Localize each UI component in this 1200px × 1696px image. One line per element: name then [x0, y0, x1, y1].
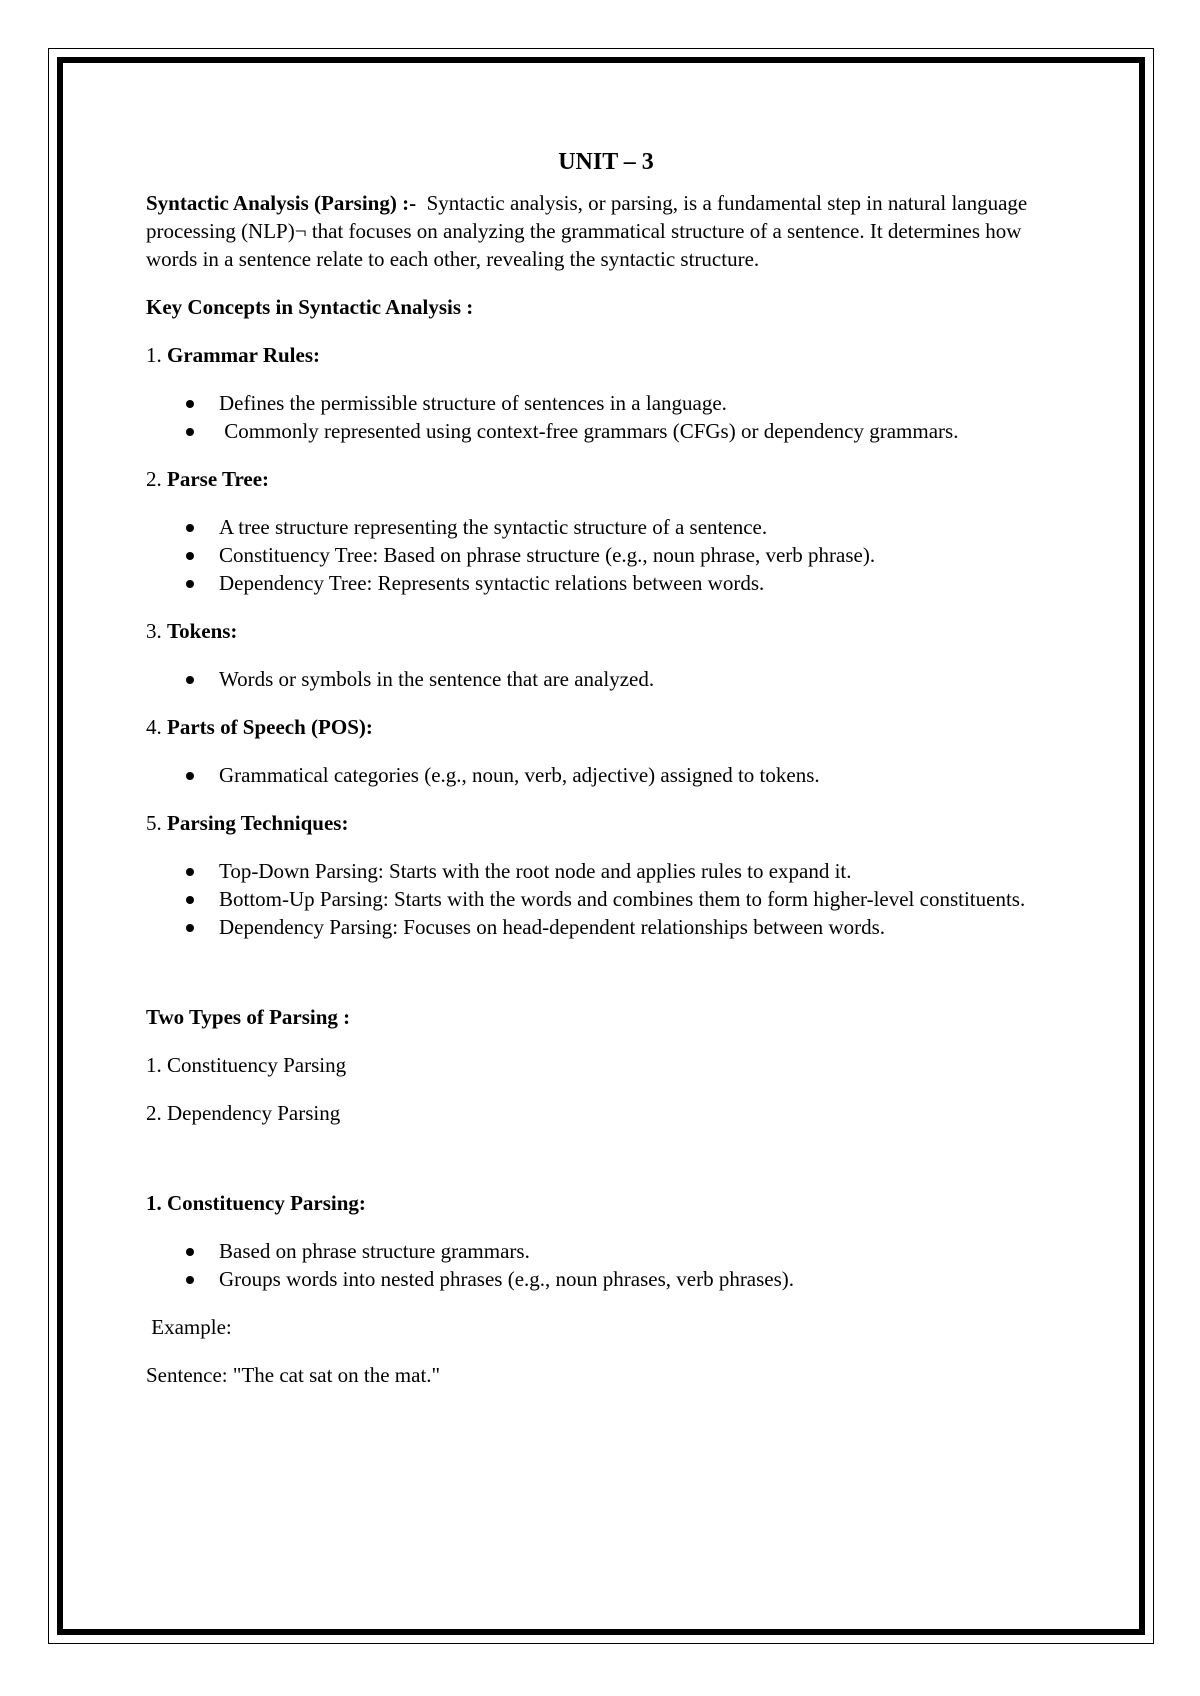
- constituency-bullet-list: [146, 1237, 1066, 1293]
- bullet-item: Grammatical categories (e.g., noun, verb, adjective) assigned to tokens.: [146, 761, 1066, 789]
- bullet-item: Based on phrase structure grammars.: [146, 1237, 1066, 1265]
- intro-paragraph: [146, 189, 1066, 273]
- concept-bullet-list: [146, 857, 1066, 941]
- bullet-item: Dependency Tree: Represents syntactic relations between words.: [146, 569, 1066, 597]
- intro-text: Syntactic analysis, or parsing, is a fundamental step in natural language processing (NLP)¬ that focuses on analyzing the grammatical structure of a sentence. It determines how words in a sentence relate to each other, revealing the syntactic structure.: [146, 191, 1033, 271]
- concept-title: Grammar Rules:: [167, 343, 320, 367]
- concept-number: 3.: [146, 619, 167, 643]
- concept-number: 1.: [146, 343, 167, 367]
- concept-heading: [146, 465, 1066, 493]
- concept-title: Parse Tree:: [167, 467, 270, 491]
- concept-heading: [146, 341, 1066, 369]
- parsing-types-heading: Two Types of Parsing :: [146, 1005, 351, 1029]
- bullet-item: Defines the permissible structure of sentences in a language.: [146, 389, 1066, 417]
- bullet-item: Groups words into nested phrases (e.g., noun phrases, verb phrases).: [146, 1265, 1066, 1293]
- example-label: Example:: [146, 1315, 232, 1339]
- bullet-item: Bottom-Up Parsing: Starts with the words and combines them to form higher-level constituents.: [146, 885, 1066, 913]
- bullet-item: Dependency Parsing: Focuses on head-dependent relationships between words.: [146, 913, 1066, 941]
- concept-title: Tokens:: [167, 619, 238, 643]
- parsing-type-item: 1. Constituency Parsing: [146, 1053, 347, 1077]
- concept-bullet-list: [146, 761, 1066, 789]
- page-title: UNIT – 3: [558, 149, 654, 175]
- bullet-item: A tree structure representing the syntactic structure of a sentence.: [146, 513, 1066, 541]
- intro-label: Syntactic Analysis (Parsing) :-: [146, 191, 417, 215]
- concept-bullet-list: [146, 665, 1066, 693]
- concept-number: 5.: [146, 811, 167, 835]
- constituency-heading: 1. Constituency Parsing:: [146, 1191, 366, 1215]
- example-sentence: Sentence: "The cat sat on the mat.": [146, 1363, 441, 1387]
- concept-number: 4.: [146, 715, 167, 739]
- bullet-item: Top-Down Parsing: Starts with the root node and applies rules to expand it.: [146, 857, 1066, 885]
- key-concepts-heading: Key Concepts in Syntactic Analysis :: [146, 295, 474, 319]
- document-body: [146, 147, 1066, 1409]
- concept-title: Parsing Techniques:: [167, 811, 349, 835]
- concept-title: Parts of Speech (POS):: [167, 715, 373, 739]
- spacer: [146, 961, 1066, 1003]
- concept-heading: [146, 713, 1066, 741]
- parsing-type-item: 2. Dependency Parsing: [146, 1101, 341, 1125]
- concept-bullet-list: [146, 389, 1066, 445]
- spacer: [146, 1147, 1066, 1189]
- bullet-item: Commonly represented using context-free grammars (CFGs) or dependency grammars.: [146, 417, 1066, 445]
- concept-heading: [146, 617, 1066, 645]
- concept-bullet-list: [146, 513, 1066, 597]
- concept-number: 2.: [146, 467, 167, 491]
- concept-heading: [146, 809, 1066, 837]
- bullet-item: Constituency Tree: Based on phrase structure (e.g., noun phrase, verb phrase).: [146, 541, 1066, 569]
- bullet-item: Words or symbols in the sentence that are analyzed.: [146, 665, 1066, 693]
